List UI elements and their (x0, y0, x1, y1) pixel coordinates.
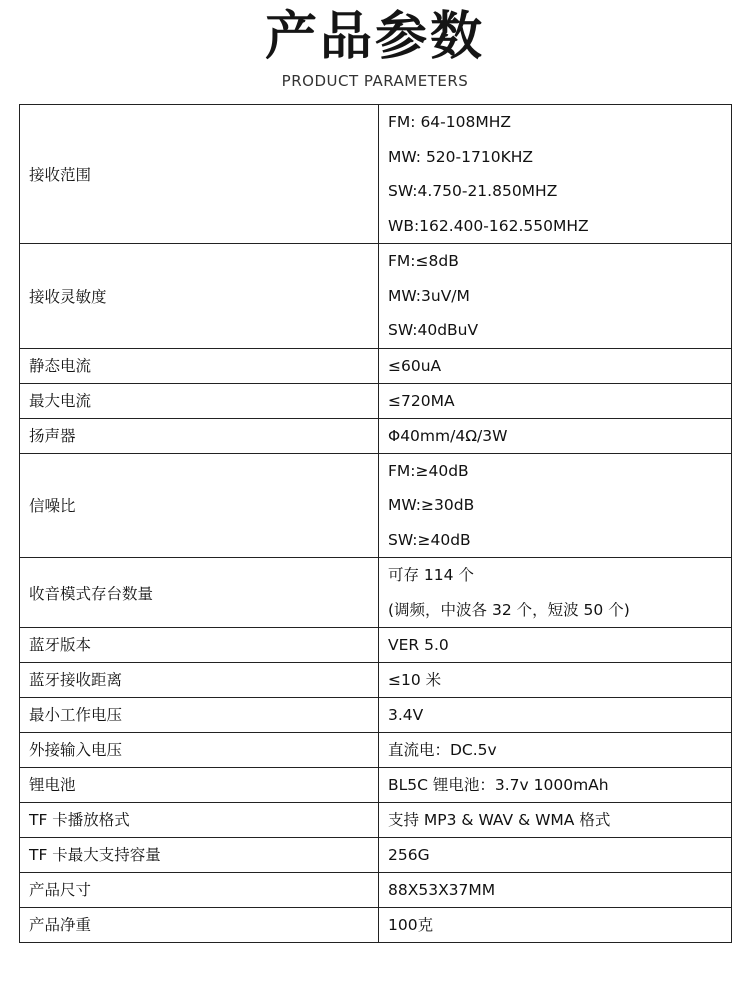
table-row (20, 453, 732, 558)
parameter-label: 静态电流 (20, 348, 379, 383)
parameter-label: 产品尺寸 (20, 873, 379, 908)
table-row (20, 418, 732, 453)
parameter-label: 信噪比 (20, 453, 379, 558)
table-row (20, 105, 732, 244)
table-row (20, 873, 732, 908)
parameter-value-cell: BL5C 锂电池：3.7v 1000mAh (379, 768, 732, 803)
parameter-label: TF 卡播放格式 (20, 803, 379, 838)
parameter-value: FM: 64-108MHZ (388, 113, 511, 131)
parameter-value-cell: 100克 (379, 908, 732, 943)
parameter-value-cell: 直流电：DC.5v (379, 733, 732, 768)
parameter-value-cell (379, 453, 732, 558)
parameter-value-cell: ≤60uA (379, 348, 732, 383)
parameter-value: SW:4.750-21.850MHZ (388, 182, 558, 200)
parameter-label: TF 卡最大支持容量 (20, 838, 379, 873)
parameter-value-cell (379, 244, 732, 349)
parameter-label: 接收灵敏度 (20, 244, 379, 349)
parameters-table (19, 104, 732, 943)
table-row (20, 803, 732, 838)
parameter-value: MW:≥30dB (388, 496, 475, 514)
parameter-label: 最大电流 (20, 383, 379, 418)
table-row (20, 908, 732, 943)
parameter-label: 蓝牙接收距离 (20, 663, 379, 698)
parameter-value-cell: ≤10 米 (379, 663, 732, 698)
parameter-label: 扬声器 (20, 418, 379, 453)
parameter-value-cell: ≤720MA (379, 383, 732, 418)
parameter-value-cell (379, 558, 732, 628)
table-row (20, 768, 732, 803)
table-row (20, 733, 732, 768)
parameter-value: SW:40dBuV (388, 321, 479, 339)
parameter-value-cell: 3.4V (379, 698, 732, 733)
parameter-value: WB:162.400-162.550MHZ (388, 216, 589, 235)
parameter-value: MW: 520-1710KHZ (388, 147, 534, 166)
parameter-label: 产品净重 (20, 908, 379, 943)
table-row (20, 558, 732, 628)
table-row (20, 383, 732, 418)
parameter-value-cell: Φ40mm/4Ω/3W (379, 418, 732, 453)
table-row (20, 348, 732, 383)
table-row (20, 838, 732, 873)
parameter-label: 锂电池 (20, 768, 379, 803)
parameter-label: 外接输入电压 (20, 733, 379, 768)
parameter-value-cell: 支持 MP3 & WAV & WMA 格式 (379, 803, 732, 838)
table-row (20, 628, 732, 663)
parameters-table-body (20, 105, 732, 943)
table-row (20, 698, 732, 733)
parameter-value: FM:≤8dB (388, 252, 459, 270)
table-row (20, 663, 732, 698)
parameter-value: SW:≥40dB (388, 530, 471, 549)
parameter-label: 收音模式存台数量 (20, 558, 379, 628)
parameter-value-cell (379, 105, 732, 244)
table-row (20, 244, 732, 349)
parameter-value-cell: 256G (379, 838, 732, 873)
parameter-value-cell: VER 5.0 (379, 628, 732, 663)
parameter-label: 蓝牙版本 (20, 628, 379, 663)
parameter-value-cell: 88X53X37MM (379, 873, 732, 908)
parameter-value: (调频，中波各 32 个，短波 50 个) (388, 600, 630, 619)
parameter-label: 接收范围 (20, 105, 379, 244)
parameter-value: FM:≥40dB (388, 461, 469, 480)
parameter-value: 可存 114 个 (388, 566, 474, 584)
parameter-label: 最小工作电压 (20, 698, 379, 733)
parameter-value: MW:3uV/M (388, 286, 470, 305)
page-title: 产品参数 (264, 7, 485, 67)
page-subtitle: PRODUCT PARAMETERS (281, 72, 469, 90)
